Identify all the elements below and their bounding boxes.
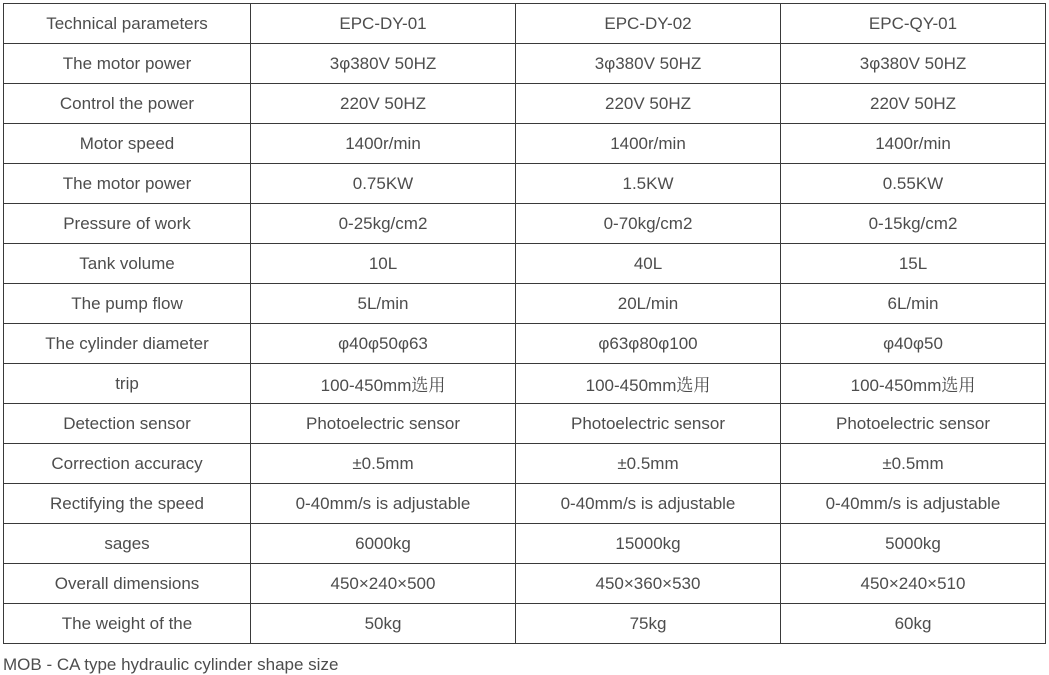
model-3-cell: Photoelectric sensor	[781, 404, 1046, 444]
model-2-cell: φ63φ80φ100	[516, 324, 781, 364]
model-3-cell: 100-450mm选用	[781, 364, 1046, 404]
parameter-cell: Pressure of work	[4, 204, 251, 244]
model-3-cell: 1400r/min	[781, 124, 1046, 164]
model-1-cell: 100-450mm选用	[251, 364, 516, 404]
model-1-cell: ±0.5mm	[251, 444, 516, 484]
parameter-cell: sages	[4, 524, 251, 564]
model-1-cell: 450×240×500	[251, 564, 516, 604]
table-row	[4, 364, 1046, 404]
model-3-cell: 0-15kg/cm2	[781, 204, 1046, 244]
table-row	[4, 524, 1046, 564]
table-row	[4, 204, 1046, 244]
header-cell-model-3: EPC-QY-01	[781, 4, 1046, 44]
model-1-cell: φ40φ50φ63	[251, 324, 516, 364]
model-3-cell: 5000kg	[781, 524, 1046, 564]
table-row	[4, 284, 1046, 324]
model-3-cell: φ40φ50	[781, 324, 1046, 364]
spec-table	[3, 3, 1046, 644]
parameter-cell: The cylinder diameter	[4, 324, 251, 364]
model-2-cell: 450×360×530	[516, 564, 781, 604]
model-1-cell: 3φ380V 50HZ	[251, 44, 516, 84]
table-row	[4, 604, 1046, 644]
model-2-cell: 0-40mm/s is adjustable	[516, 484, 781, 524]
model-3-cell: ±0.5mm	[781, 444, 1046, 484]
model-3-cell: 60kg	[781, 604, 1046, 644]
model-2-cell: 0-70kg/cm2	[516, 204, 781, 244]
table-row	[4, 124, 1046, 164]
parameter-cell: The pump flow	[4, 284, 251, 324]
table-row	[4, 44, 1046, 84]
table-row	[4, 444, 1046, 484]
model-3-cell: 0.55KW	[781, 164, 1046, 204]
model-3-cell: 15L	[781, 244, 1046, 284]
parameter-cell: Control the power	[4, 84, 251, 124]
header-cell-model-2: EPC-DY-02	[516, 4, 781, 44]
model-2-cell: 40L	[516, 244, 781, 284]
model-3-cell: 0-40mm/s is adjustable	[781, 484, 1046, 524]
table-row	[4, 564, 1046, 604]
model-2-cell: 100-450mm选用	[516, 364, 781, 404]
model-2-cell: 15000kg	[516, 524, 781, 564]
model-2-cell: Photoelectric sensor	[516, 404, 781, 444]
parameter-cell: Tank volume	[4, 244, 251, 284]
model-2-cell: 75kg	[516, 604, 781, 644]
caption-text: MOB - CA type hydraulic cylinder shape size	[3, 655, 339, 674]
parameter-cell: Overall dimensions	[4, 564, 251, 604]
table-row	[4, 324, 1046, 364]
model-1-cell: 0-40mm/s is adjustable	[251, 484, 516, 524]
table-row	[4, 404, 1046, 444]
model-2-cell: 20L/min	[516, 284, 781, 324]
model-3-cell: 3φ380V 50HZ	[781, 44, 1046, 84]
header-cell-model-1: EPC-DY-01	[251, 4, 516, 44]
model-1-cell: 0.75KW	[251, 164, 516, 204]
model-2-cell: 3φ380V 50HZ	[516, 44, 781, 84]
model-2-cell: 1.5KW	[516, 164, 781, 204]
model-1-cell: 220V 50HZ	[251, 84, 516, 124]
model-2-cell: ±0.5mm	[516, 444, 781, 484]
table-header-row	[4, 4, 1046, 44]
table-row	[4, 164, 1046, 204]
model-1-cell: 10L	[251, 244, 516, 284]
model-2-cell: 220V 50HZ	[516, 84, 781, 124]
model-3-cell: 220V 50HZ	[781, 84, 1046, 124]
model-1-cell: 6000kg	[251, 524, 516, 564]
model-1-cell: 50kg	[251, 604, 516, 644]
model-1-cell: 0-25kg/cm2	[251, 204, 516, 244]
parameter-cell: trip	[4, 364, 251, 404]
spec-table-body	[4, 4, 1046, 644]
header-cell-parameter: Technical parameters	[4, 4, 251, 44]
model-3-cell: 6L/min	[781, 284, 1046, 324]
parameter-cell: Detection sensor	[4, 404, 251, 444]
parameter-cell: Motor speed	[4, 124, 251, 164]
model-1-cell: 5L/min	[251, 284, 516, 324]
parameter-cell: The weight of the	[4, 604, 251, 644]
model-2-cell: 1400r/min	[516, 124, 781, 164]
parameter-cell: The motor power	[4, 44, 251, 84]
table-row	[4, 84, 1046, 124]
parameter-cell: Rectifying the speed	[4, 484, 251, 524]
model-1-cell: Photoelectric sensor	[251, 404, 516, 444]
table-row	[4, 484, 1046, 524]
model-1-cell: 1400r/min	[251, 124, 516, 164]
model-3-cell: 450×240×510	[781, 564, 1046, 604]
parameter-cell: Correction accuracy	[4, 444, 251, 484]
table-row	[4, 244, 1046, 284]
parameter-cell: The motor power	[4, 164, 251, 204]
